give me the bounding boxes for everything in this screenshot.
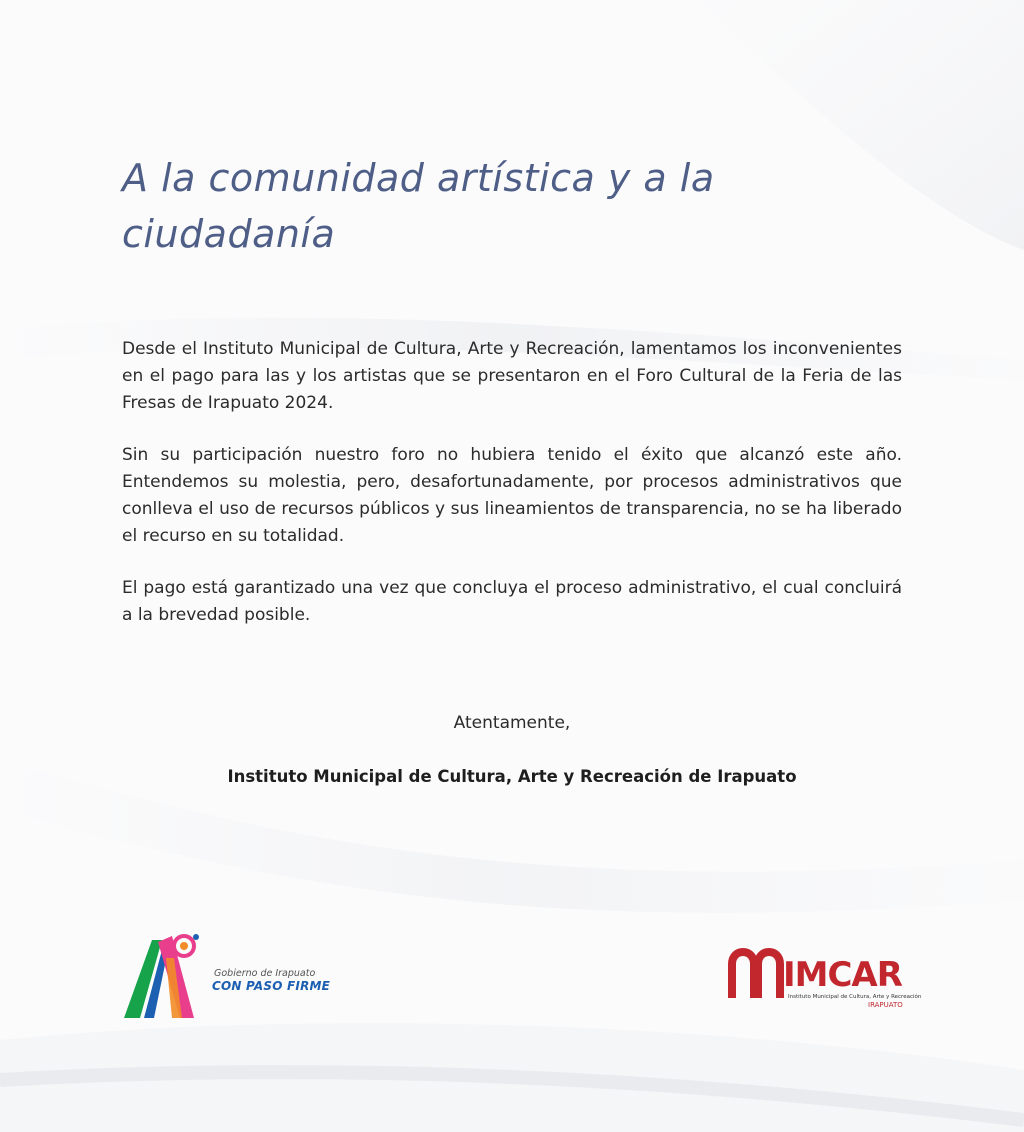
gobierno-line-2: CON PASO FIRME bbox=[212, 979, 331, 993]
imcar-logo bbox=[728, 938, 922, 1014]
imcar-wordmark: IMCAR bbox=[783, 955, 902, 995]
imcar-city: IRAPUATO bbox=[868, 1001, 903, 1009]
signature: Instituto Municipal de Cultura, Arte y Recreación de Irapuato bbox=[227, 767, 797, 786]
letter-body bbox=[122, 336, 902, 654]
closing-salutation: Atentamente, bbox=[453, 713, 571, 733]
gobierno-line-1: Gobierno de Irapuato bbox=[214, 968, 316, 979]
paragraph-1: Desde el Instituto Municipal de Cultura, Arte y Recreación, lamentamos los inconvenientes en el pago para las y los artistas que se presentaron en el Foro Cultural de la Feria de las Fresas de Irapuato 2024. bbox=[122, 339, 902, 413]
gobierno-irapuato-logo bbox=[122, 928, 342, 1020]
gobierno-irapuato-logo-icon bbox=[122, 928, 217, 1020]
paragraph-2: Sin su participación nuestro foro no hubiera tenido el éxito que alcanzó este año. Entendemos su molestia, pero, desafortunadamente, por procesos administrativos que conlleva el uso de recursos públicos y sus lineamientos de transparencia, no se ha liberado el recurso en su totalidad. bbox=[122, 445, 902, 546]
imcar-tagline: Instituto Municipal de Cultura, Arte y Recreación bbox=[788, 994, 922, 1000]
letter-title: A la comunidad artística y a la ciudadanía bbox=[122, 156, 715, 256]
paragraph-3: El pago está garantizado una vez que concluya el proceso administrativo, el cual concluirá a la brevedad posible. bbox=[122, 578, 902, 625]
